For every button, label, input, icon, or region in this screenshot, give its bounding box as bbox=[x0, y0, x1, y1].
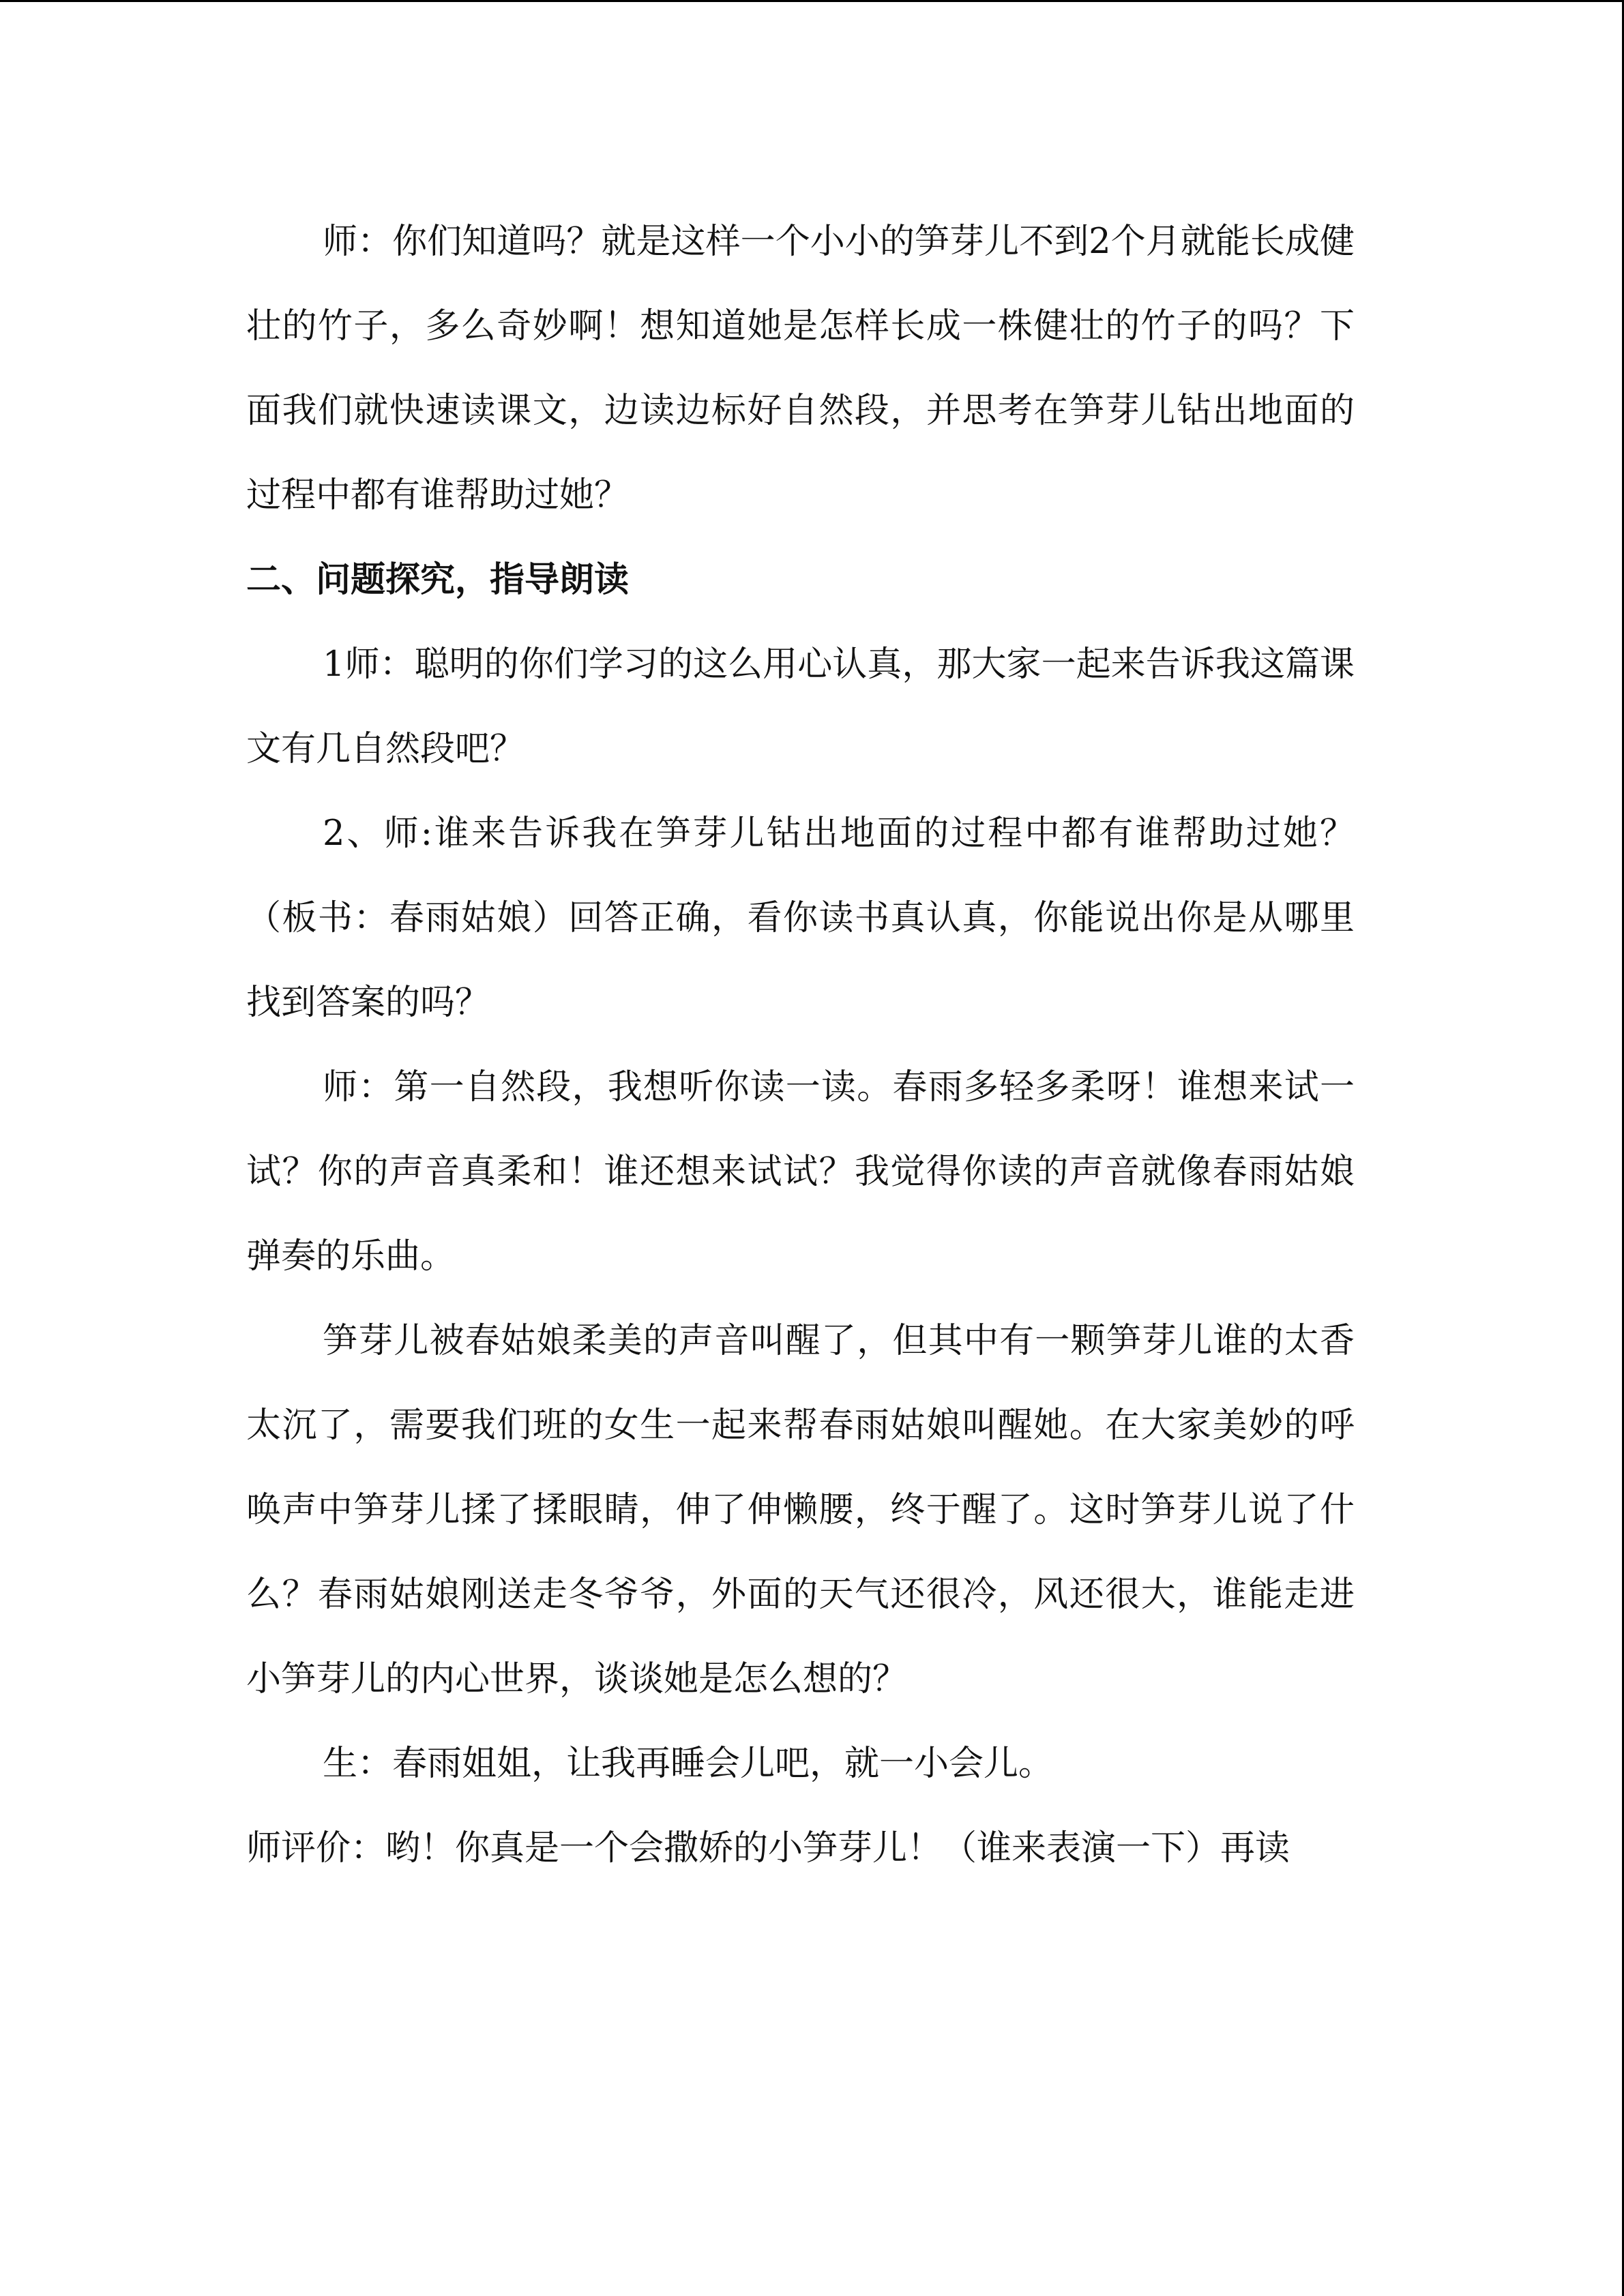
paragraph-question-1: 1师：聪明的你们学习的这么用心认真，那大家一起来告诉我这篇课文有几自然段吧？ bbox=[246, 644, 1355, 769]
paragraph-bamboo-shoot: 笋芽儿被春姑娘柔美的声音叫醒了，但其中有一颗笋芽儿谁的太香太沉了，需要我们班的女生一起来帮春雨姑娘叫醒她。在大家美妙的呼唤声中笋芽儿揉了揉眼睛，伸了伸懒腰，终于醒了。这时笋芽儿说了什么？春雨姑娘刚送走冬爷爷，外面的天气还很冷，风还很大，谁能走进小笋芽儿的内心世界，谈谈她是怎么想的？ bbox=[246, 1321, 1355, 1699]
paragraph-first-section: 师：第一自然段，我想听你读一读。春雨多轻多柔呀！谁想来试一试？你的声音真柔和！谁还想来试试？我觉得你读的声音就像春雨姑娘弹奏的乐曲。 bbox=[246, 1067, 1355, 1277]
paragraph-question-2: 2、师:谁来告诉我在笋芽儿钻出地面的过程中都有谁帮助过她？（板书：春雨姑娘）回答正确，看你读书真认真，你能说出你是从哪里找到答案的吗？ bbox=[246, 814, 1355, 1023]
paragraph-student-reply: 生：春雨姐姐，让我再睡会儿吧，就一小会儿。 bbox=[323, 1744, 1054, 1784]
paragraph-intro: 师：你们知道吗？就是这样一个小小的笋芽儿不到2个月就能长成健壮的竹子，多么奇妙啊！想知道她是怎样长成一株健壮的竹子的吗？下面我们就快速读课文，边读边标好自然段，并思考在笋芽儿钻出地面的过程中都有谁帮助过她？ bbox=[246, 222, 1355, 516]
section-heading: 二、问题探究，指导朗读 bbox=[246, 560, 630, 600]
document-body bbox=[246, 200, 1355, 1891]
paragraph-teacher-comment: 师评价：哟！你真是一个会撒娇的小笋芽儿！（谁来表演一下）再读 bbox=[246, 1828, 1290, 1868]
